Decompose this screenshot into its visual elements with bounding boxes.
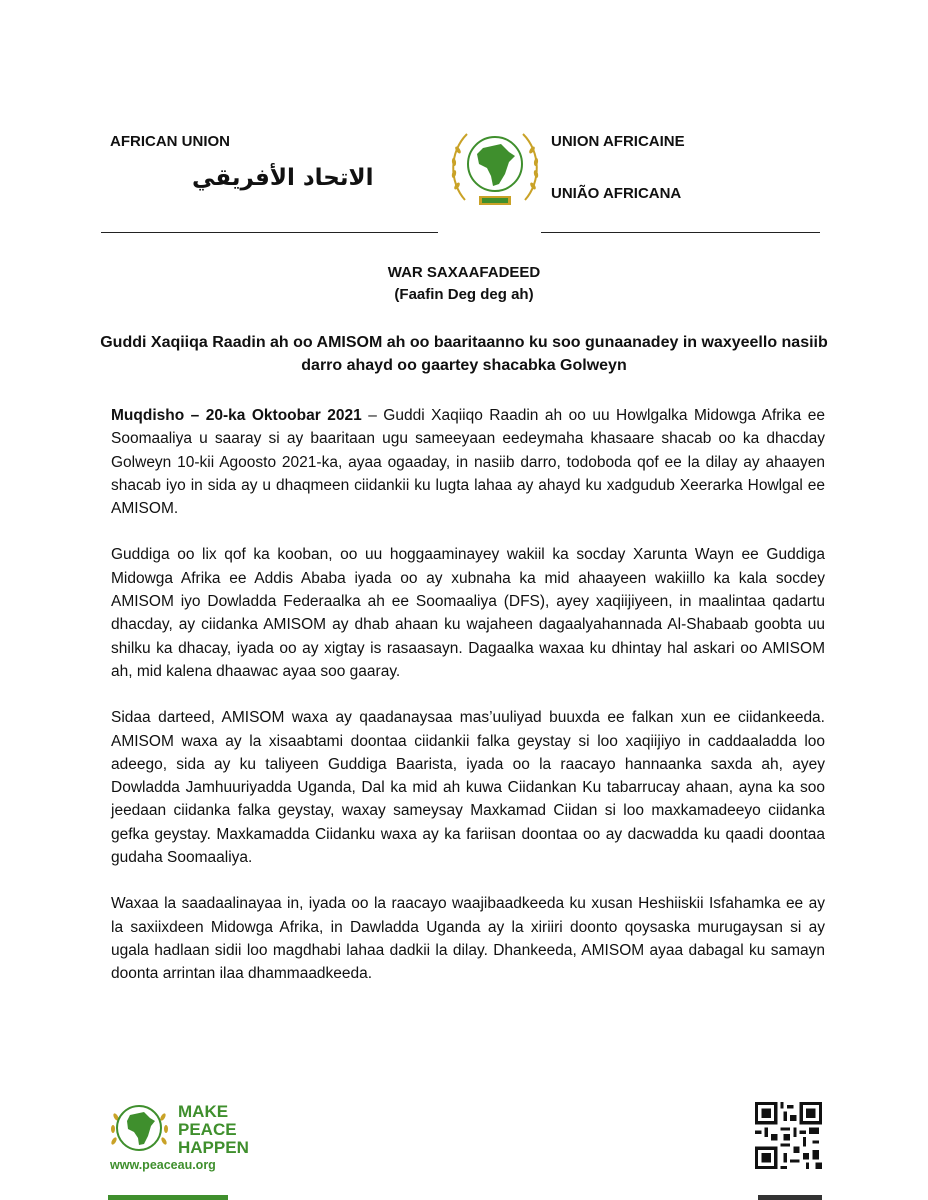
footer-strip-left	[108, 1195, 228, 1200]
body-paragraph-2: Guddiga oo lix qof ka kooban, oo uu hoggaaminayey wakiil ka socday Xarunta Wayn ee Guddiga Midowga Afrika ee Addis Ababa iyada oo ay xubnaha ka mid ahaayeen wakiillo ka kala socdey AMISOM iyo Dowladda Federaalka ah ee Soomaaliya (DFS), ayey xaqiijiyeen, in maalintaa qadartu dhacday, ay ciidanka AMISOM ay dhab ahaan ku wajaheen dagaalyahannada Al-Shabaab goobta uu shilku ka dhacay, iyada oo ay xigtay is rasaasayn. Dagaalka waxaa ku dhintay hal askari oo AMISOM ah, mid kalena dhaawac ayaa soo gaaray.	[111, 546, 825, 680]
dateline: Muqdisho – 20-ka Oktoobar 2021	[111, 407, 362, 424]
body-paragraph-1	[111, 404, 825, 520]
logo-text-peace: PEACE	[178, 1120, 237, 1139]
header-divider-right	[541, 232, 820, 233]
qr-code-icon	[755, 1102, 822, 1169]
press-release-headline: Guddi Xaqiiqa Raadin ah oo AMISOM ah oo baaritaanno ku soo gunaanadey in waxyeello nasiib darro ahayd oo gaartey shacabka Golweyn	[100, 334, 828, 374]
org-name-english: AFRICAN UNION	[110, 133, 230, 150]
press-release-body	[111, 404, 825, 1009]
body-paragraph-3: Sidaa darteed, AMISOM waxa ay qaadanaysaa mas’uuliyad buuxda ee falkan xun ee ciidankeeda. AMISOM waxa ay la xisaabtami doontaa ciidankii falka geystay si loo xaqiijiyo in caddaaladda loo adeego, sida ay ku taliyeen Guddiga Baarista, iyada oo la raacayo hannaanka saxda ah, ayey Dowladda Jamhuuriyadda Uganda, Dal ka mid ah kuwa Ciidankan Ku tabarrucay ahaan, ayna ka soo jeedaan ciidanka falka geystay, waxay sameysay Maxkamad Ciidan si loo maxkamadeeyo ciidanka gefka geystay. Maxkamadda Ciidanku waxa ay ka fariisan doontaa oo ay dacwadda ku qaadi doontaa gudaha Soomaaliya.	[111, 709, 825, 867]
footer-website: www.peaceau.org	[110, 1158, 216, 1172]
body-paragraph-4: Waxaa la saadaalinayaa in, iyada oo la raacayo waajibaadkeeda ku xusan Heshiiskii Isfahamka ee ay la saxiixdeen Midowga Afrika, in Dawladda Uganda ay la xiriiri doonto qoysaska murugaysan si ay ugala hadlaan sidii loo magdhabi lahaa dadkii la dilay. Dhankeeda, AMISOM ayaa dabagal ku samayn doonta arrintan ilaa dhammaadkeeda.	[111, 895, 825, 983]
org-name-french: UNION AFRICAINE	[551, 133, 685, 150]
logo-text-happen: HAPPEN	[178, 1138, 249, 1157]
african-union-emblem-icon	[443, 122, 547, 218]
paragraph-1-text: – Guddi Xaqiiqo Raadin ah oo uu Howlgalka Midowga Afrika ee Soomaaliya u saaray si ay baaritaan ugu sameeyaan eedeymaha khasaare shacab oo ka dhacday Golweyn 10-kii Agoosto 2021-ka, ayaa ogaaday, in nasiib darro, todoboda qof ee la dilay ay ahaayen shacab iyo in sida ay u dhaqmeen ciidankii ku lugta lahaa ay ahayd ku xadgudub Xeerarka Howlgal ee AMISOM.	[111, 407, 825, 518]
footer-strip-right	[758, 1195, 822, 1200]
document-type-subtitle: (Faafin Deg deg ah)	[394, 286, 534, 303]
document-type	[0, 262, 928, 306]
header-divider-left	[101, 232, 438, 233]
org-name-portuguese: UNIÃO AFRICANA	[551, 185, 682, 202]
org-name-arabic: الاتحاد الأفريقي	[192, 165, 374, 191]
logo-text-make: MAKE	[178, 1102, 229, 1121]
document-type-title: WAR SAXAAFADEED	[387, 264, 541, 281]
